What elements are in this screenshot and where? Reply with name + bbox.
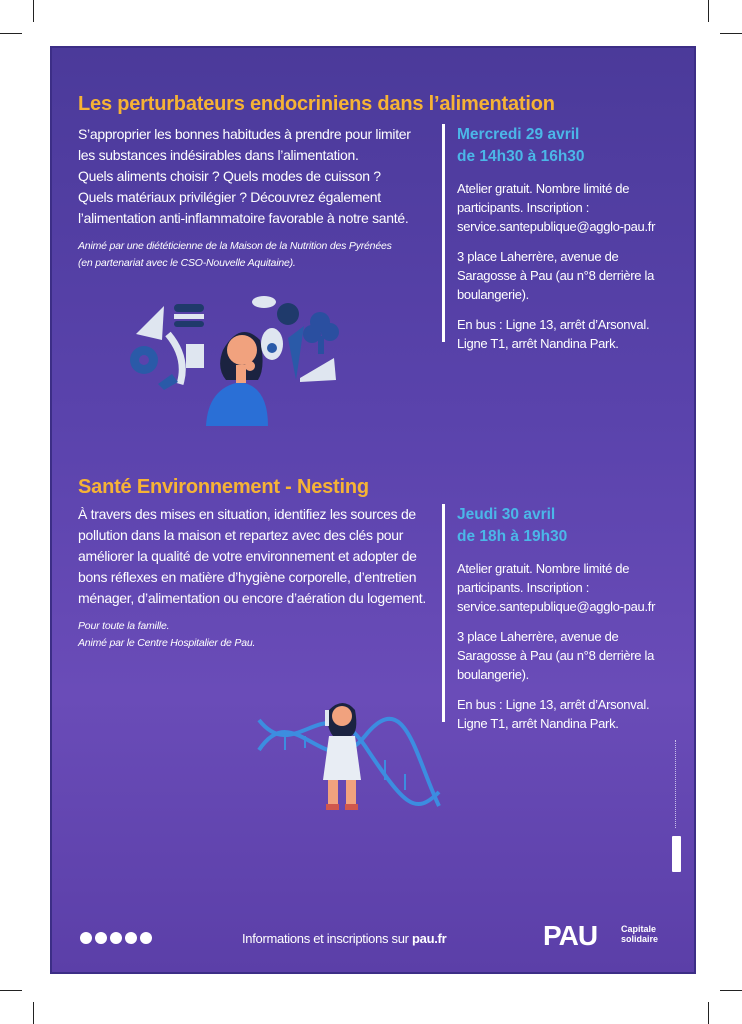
print-imprint [672, 740, 682, 880]
section2-description: À travers des mises en situation, identifiez les sources de pollution dans la maison et repartez avec des clés pour améliorer la qualité de votre environnement et adopter de bons réflexes en matière d’hygiène corporelle, d’entretien ménager, d’alimentation ou encore d’aération du logement. [78, 506, 426, 606]
broccoli-icon [303, 312, 339, 354]
section1-registration: Atelier gratuit. Nombre limité de participants. Inscription : service.santepublique@agglo-pau.fr [457, 181, 656, 234]
cheese-wedge-icon [300, 358, 336, 382]
linkedin-icon[interactable] [125, 932, 137, 944]
section1-info [442, 124, 656, 351]
footer-link[interactable]: pau.fr [412, 931, 447, 946]
dna-scientist-illustration [255, 696, 445, 820]
section1-bus: En bus : Ligne 13, arrêt d’Arsonval. Ligne T1, arrêt Nandina Park. [457, 317, 650, 351]
pau-logo [543, 920, 659, 952]
fish-icon [252, 296, 276, 308]
burger-icon [174, 304, 204, 327]
imprint-lines [675, 740, 679, 828]
section2-registration: Atelier gratuit. Nombre limité de participants. Inscription : service.santepublique@agglo-pau.fr [457, 561, 656, 614]
section2-address: 3 place Laherrère, avenue de Saragosse à Pau (au n°8 derrière la boulangerie). [457, 629, 655, 682]
cup-icon [186, 344, 204, 368]
section1-credit: Animé par une diététicienne de la Maison de la Nutrition des Pyrénées (en partenariat avec le CSO-Nouvelle Aquitaine). [78, 240, 392, 269]
logo-tagline: Capitale solidaire [621, 924, 659, 944]
logo-text: PAU [543, 920, 598, 951]
crop-mark [708, 0, 709, 22]
woman-thinking-illustration [206, 332, 268, 426]
crop-mark [0, 990, 22, 991]
crop-mark [33, 0, 34, 22]
carrot-icon [288, 326, 304, 380]
food-illustration [128, 288, 348, 428]
youtube-icon[interactable] [140, 932, 152, 944]
cheese-icon [136, 306, 164, 340]
crop-mark [708, 1002, 709, 1024]
section1-description: S’approprier les bonnes habitudes à prendre pour limiter les substances indésirables dans l’alimentation. Quels aliments choisir ? Quels modes de cuisson ? Quels matériaux privilégier ? Découvrez également l’alimentation anti-inflammatoire favorable à notre santé. [78, 126, 411, 226]
section2-date: Jeudi 30 avril de 18h à 19h30 [457, 506, 568, 545]
crop-mark [720, 33, 742, 34]
crop-mark [0, 33, 22, 34]
section1-address: 3 place Laherrère, avenue de Saragosse à Pau (au n°8 derrière la boulangerie). [457, 249, 655, 302]
crop-mark [720, 990, 742, 991]
apple-icon [277, 303, 299, 325]
footer-info-text: Informations et inscriptions sur [242, 931, 413, 946]
scientist-icon [323, 703, 361, 810]
crop-mark [33, 1002, 34, 1024]
section2-title: Santé Environnement - Nesting [78, 476, 369, 498]
facebook-icon[interactable] [95, 932, 107, 944]
twitter-icon[interactable] [110, 932, 122, 944]
section1-date: Mercredi 29 avril de 14h30 à 16h30 [457, 126, 585, 165]
social-links [80, 932, 152, 944]
recycle-icon [672, 836, 681, 872]
footer-info [242, 931, 446, 946]
section1-title: Les perturbateurs endocriniens dans l’alimentation [78, 93, 555, 115]
section2-bus: En bus : Ligne 13, arrêt d’Arsonval. Ligne T1, arrêt Nandina Park. [457, 697, 650, 731]
drumstick-icon [158, 374, 178, 390]
instagram-icon[interactable] [80, 932, 92, 944]
section2-credit: Pour toute la famille. Animé par le Centre Hospitalier de Pau. [78, 620, 256, 649]
section2-info [442, 504, 656, 731]
